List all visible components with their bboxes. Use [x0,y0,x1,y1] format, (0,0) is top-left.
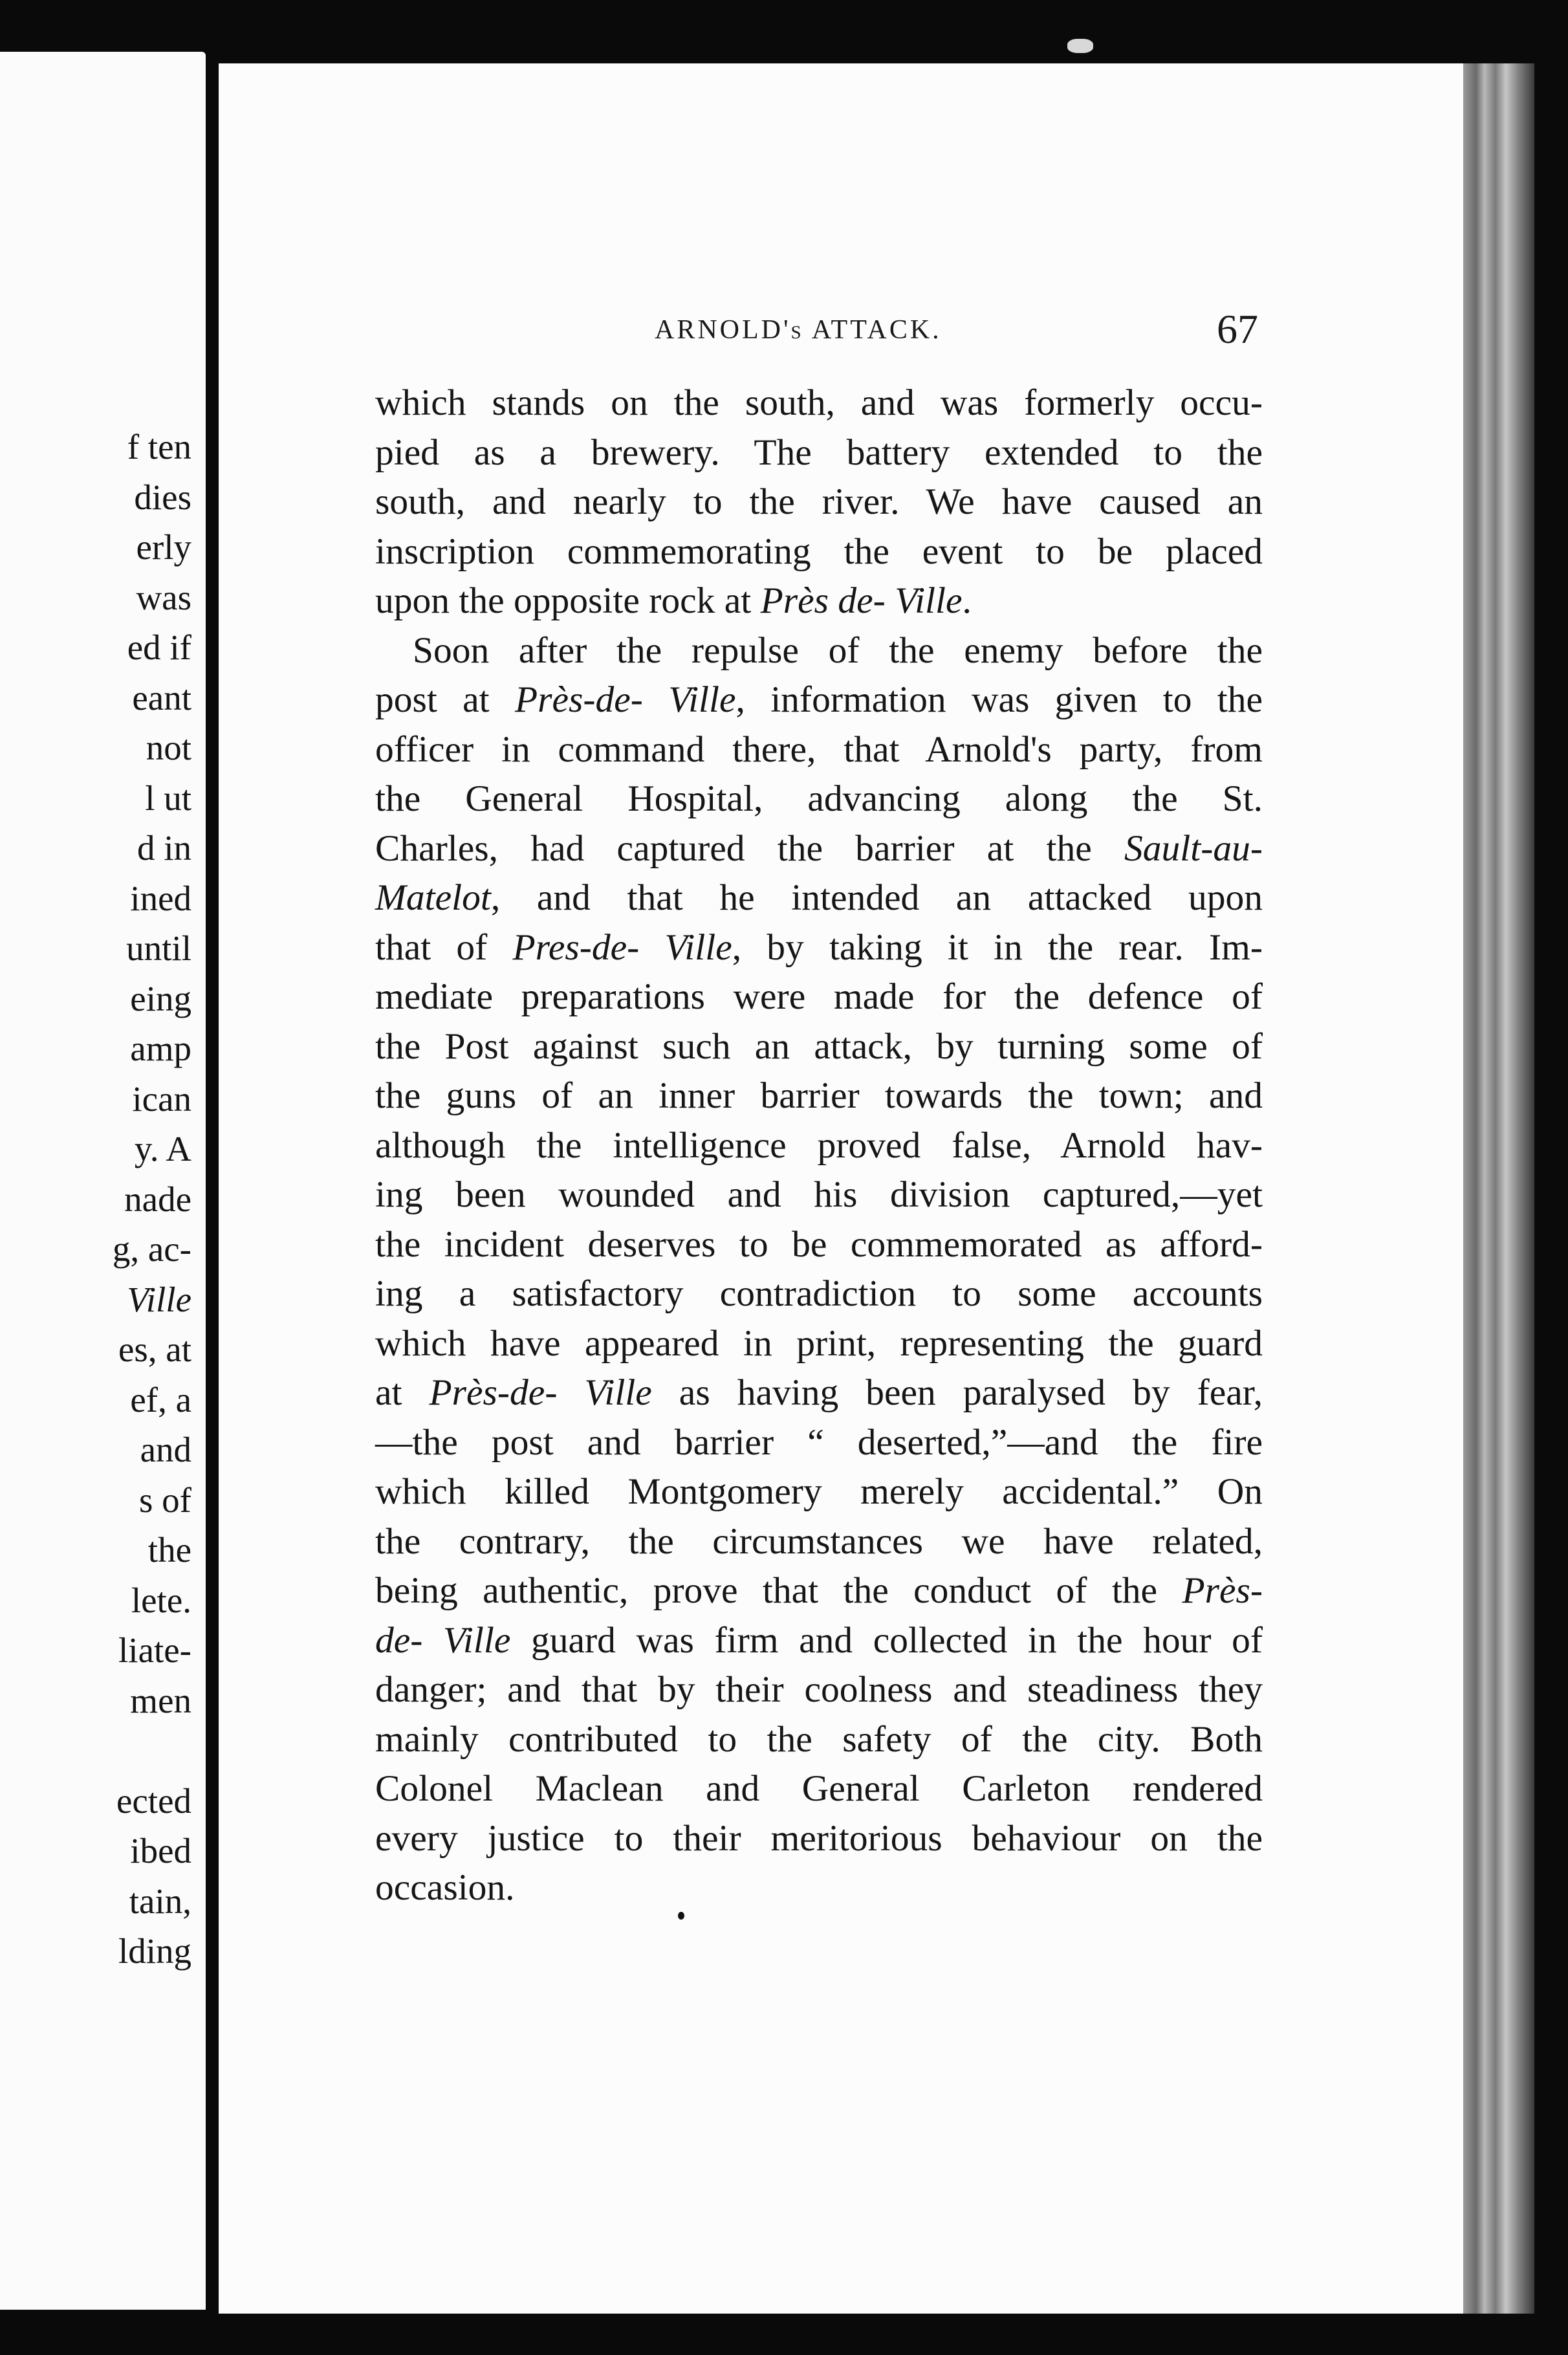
text-line: Charles, had captured the barrier at the Sault-au- [375,827,1263,869]
facing-page-line: s of [139,1480,191,1520]
facing-page-line: ican [132,1079,191,1119]
ink-dot [678,1912,684,1920]
facing-page-line: not [146,728,191,767]
facing-page-line: ibed [130,1831,191,1870]
facing-page-line: Ville [127,1279,191,1319]
facing-page-line: es, at [118,1330,191,1369]
facing-page-line: liate- [118,1630,191,1670]
facing-page-line: d in [136,828,191,868]
text-line: de- Ville guard was firm and collected in the hour of [375,1619,1263,1661]
page-number: 67 [1217,306,1258,352]
facing-page-line: the [147,1530,191,1570]
text-line: danger; and that by their coolness and steadiness they [375,1669,1263,1710]
facing-page-line: g, ac- [112,1229,191,1269]
text-line: which stands on the south, and was formerly occu- [375,382,1263,423]
text-line: every justice to their meritorious behaviour on the [375,1817,1263,1859]
paper-blemish [1067,39,1093,53]
text-line: ing a satisfactory contradiction to some accounts [375,1273,1263,1314]
body-text [375,378,1263,1913]
facing-page-line: eant [132,677,191,717]
text-line: being authentic, prove that the conduct of the Près- [375,1570,1263,1611]
text-line: occasion. [375,1867,515,1908]
facing-page-line: ef, a [130,1379,191,1419]
running-head: ARNOLD's ATTACK. [655,315,942,345]
page-header [647,305,1258,357]
text-line: Soon after the repulse of the enemy before the [413,630,1263,671]
text-line: south, and nearly to the river. We have caused an [375,481,1263,522]
text-line: mainly contributed to the safety of the city. Both [375,1718,1263,1760]
facing-page-line: tain, [129,1881,191,1921]
text-line: upon the opposite rock at Près de- Ville. [375,580,972,621]
facing-page-line: f ten [127,427,191,466]
text-line: the Post against such an attack, by turning some of [375,1025,1263,1067]
text-line: at Près-de- Ville as having been paralysed by fear, [375,1372,1263,1413]
facing-page-text [113,422,191,1977]
facing-page-line: y. A [134,1129,191,1168]
facing-page-line: and [140,1430,191,1469]
facing-page-line: eing [130,978,191,1018]
text-line: which have appeared in print, representing the guard [375,1322,1263,1364]
facing-page-line [113,1725,191,1776]
text-line: the guns of an inner barrier towards the town; and [375,1075,1263,1116]
facing-page-line: nade [124,1179,191,1219]
text-line: the General Hospital, advancing along the St. [375,778,1263,819]
facing-page-line: l ut [145,778,191,818]
text-line: inscription commemorating the event to be placed [375,531,1263,572]
facing-page-line: ed if [127,628,191,667]
text-line: pied as a brewery. The battery extended to the [375,432,1263,473]
facing-page-line: lding [118,1931,191,1971]
text-line: —the post and barrier “ deserted,”—and the fire [375,1421,1263,1463]
facing-page-line: was [136,577,191,617]
facing-page-line: amp [130,1029,191,1068]
text-line: mediate preparations were made for the defence of [375,976,1263,1017]
text-line: the contrary, the circumstances we have related, [375,1520,1263,1562]
facing-page-line: lete. [131,1580,191,1620]
page-edges [1463,63,1534,2314]
text-line: that of Pres-de- Ville, by taking it in the rear. Im- [375,926,1263,968]
text-line: Colonel Maclean and General Carleton rendered [375,1768,1263,1809]
facing-page-line: erly [136,527,191,567]
facing-page-line: dies [134,477,191,517]
facing-page-line: until [126,928,191,968]
text-line: which killed Montgomery merely accidental.” On [375,1471,1263,1512]
facing-page-line: ined [130,878,191,918]
text-line: although the intelligence proved false, Arnold hav- [375,1124,1263,1166]
text-line: officer in command there, that Arnold's party, from [375,728,1263,770]
text-line: Matelot, and that he intended an attacked upon [375,877,1263,918]
text-line: the incident deserves to be commemorated as afford- [375,1223,1263,1265]
facing-page-line: ected [116,1780,191,1821]
facing-page [0,52,206,2310]
facing-page-line: men [130,1680,191,1720]
text-line: post at Près-de- Ville, information was given to the [375,679,1263,720]
text-line: ing been wounded and his division captured,—yet [375,1174,1263,1215]
